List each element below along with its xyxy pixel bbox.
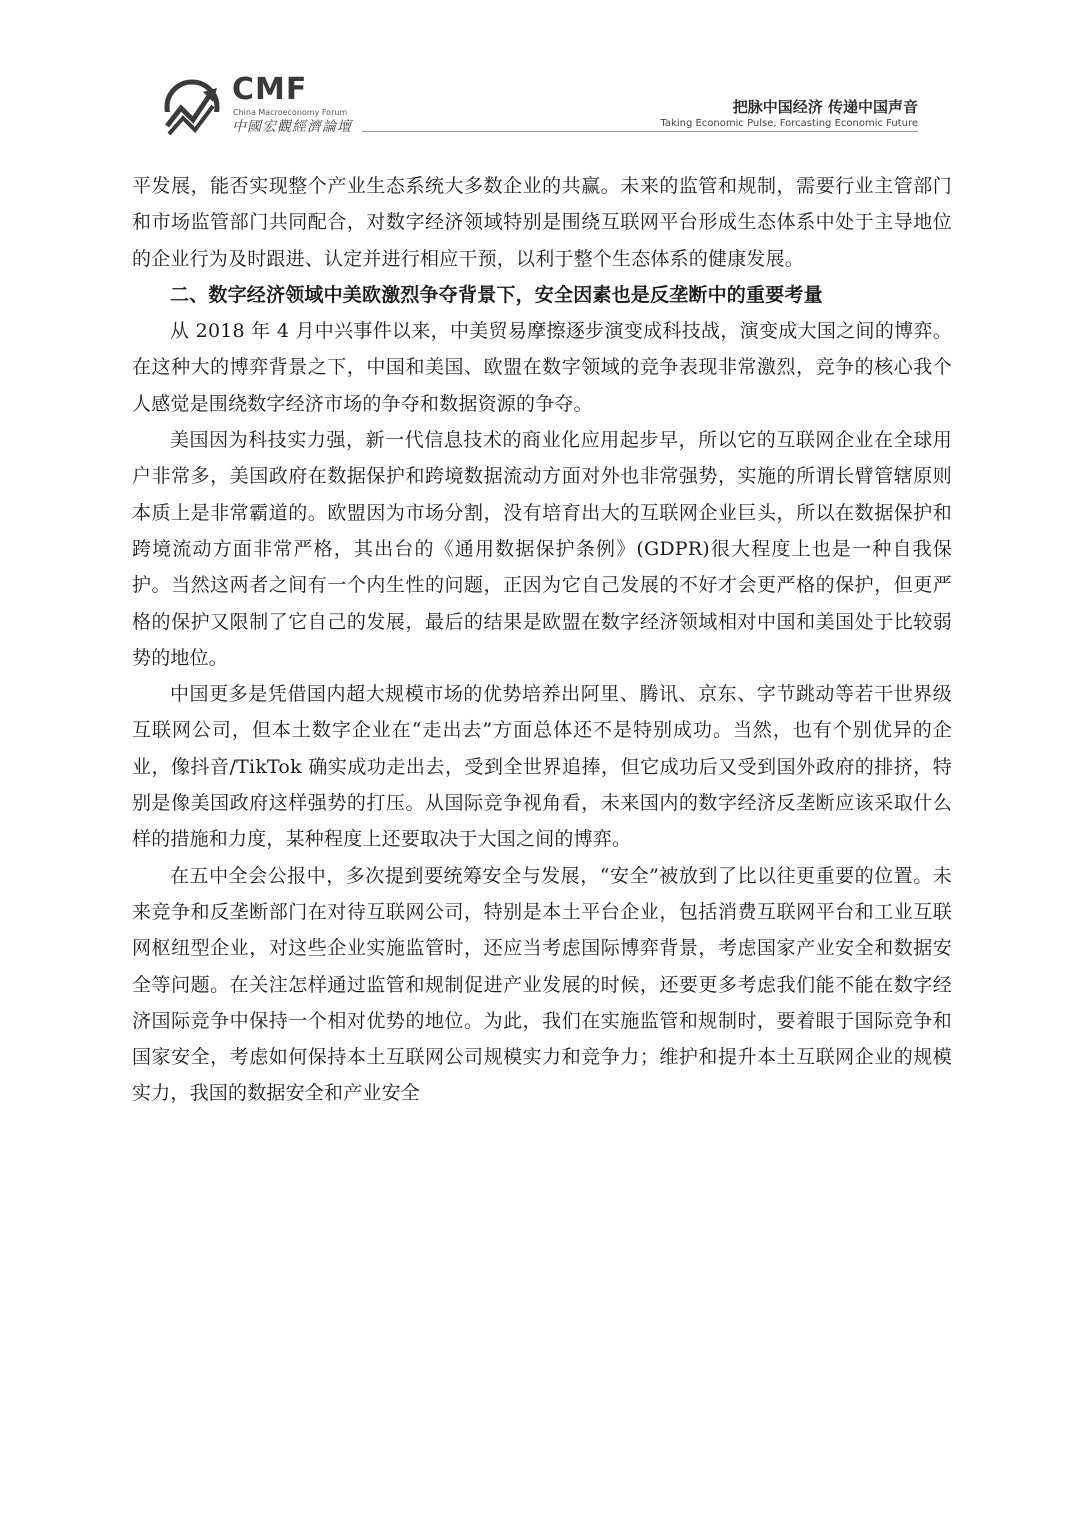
- logo-subtitle-cn: 中國宏觀經濟論壇: [232, 119, 352, 135]
- body-paragraph: 从 2018 年 4 月中兴事件以来，中美贸易摩擦逐步演变成科技战，演变成大国之间的博弈。在这种大的博弈背景之下，中国和美国、欧盟在数字领域的竞争表现非常激烈，竞争的核心我个人感觉是围绕数字经济市场的争夺和数据资源的争夺。: [132, 320, 952, 415]
- cmf-logo-icon: [163, 78, 225, 136]
- page-header: [0, 0, 1080, 150]
- section-heading: 二、数字经济领域中美欧激烈争夺背景下，安全因素也是反垄断中的重要考量: [170, 283, 823, 306]
- body-paragraph: 平发展，能否实现整个产业生态系统大多数企业的共赢。未来的监管和规制，需要行业主管部门和市场监管部门共同配合，对数字经济领域特别是围绕互联网平台形成生态体系中处于主导地位的企业行为及时跟进、认定并进行相应干预，以利于整个生态体系的健康发展。: [132, 175, 952, 270]
- header-slogan-cn: 把脉中国经济 传递中国声音: [732, 98, 918, 116]
- header-slogan-en: Taking Economic Pulse, Forcasting Economic Future: [660, 118, 918, 129]
- document-body: [132, 168, 952, 1112]
- body-paragraph: 中国更多是凭借国内超大规模市场的优势培养出阿里、腾讯、京东、字节跳动等若干世界级互联网公司，但本土数字企业在“走出去”方面总体还不是特别成功。当然，也有个别优异的企业，像抖音/TikTok 确实成功走出去，受到全世界追捧，但它成功后又受到国外政府的排挤，特别是像美国政府这样强势的打压。从国际竞争视角看，未来国内的数字经济反垄断应该采取什么样的措施和力度，某种程度上还要取决于大国之间的博弈。: [132, 683, 952, 851]
- logo-wordmark: CMF: [232, 72, 308, 107]
- logo-subtitle-en: China Macroeconomy Forum: [233, 108, 348, 117]
- body-paragraph: 美国因为科技实力强，新一代信息技术的商业化应用起步早，所以它的互联网企业在全球用户非常多，美国政府在数据保护和跨境数据流动方面对外也非常强势，实施的所谓长臂管辖原则本质上是非常霸道的。欧盟因为市场分割，没有培育出大的互联网企业巨头，所以在数据保护和跨境流动方面非常严格，其出台的《通用数据保护条例》(GDPR)很大程度上也是一种自我保护。当然这两者之间有一个内生性的问题，正因为它自己发展的不好才会更严格的保护，但更严格的保护又限制了它自己的发展，最后的结果是欧盟在数字经济领域相对中国和美国处于比较弱势的地位。: [132, 429, 952, 669]
- header-divider: [362, 131, 918, 132]
- body-paragraph: 在五中全会公报中，多次提到要统筹安全与发展，“安全”被放到了比以往更重要的位置。未来竞争和反垄断部门在对待互联网公司，特别是本土平台企业，包括消费互联网平台和工业互联网枢纽型企业，对这些企业实施监管时，还应当考虑国际博弈背景，考虑国家产业安全和数据安全等问题。在关注怎样通过监管和规制促进产业发展的时候，还要更多考虑我们能不能在数字经济国际竞争中保持一个相对优势的地位。为此，我们在实施监管和规制时，要着眼于国际竞争和国家安全，考虑如何保持本土互联网公司规模实力和竞争力；维护和提升本土互联网企业的规模实力，我国的数据安全和产业安全: [132, 864, 952, 1105]
